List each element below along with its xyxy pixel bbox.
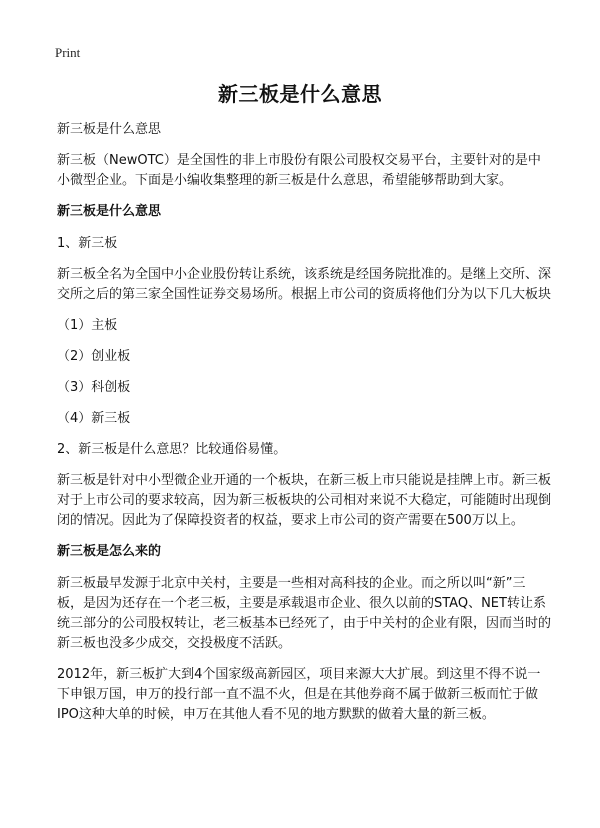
section-heading-meaning: 新三板是什么意思 (57, 204, 162, 219)
section-heading-origin: 新三板是怎么来的 (57, 544, 162, 559)
document-body (57, 120, 551, 736)
list-item: （2）创业板 (57, 349, 131, 364)
list-item: （3）科创板 (57, 380, 131, 395)
list-item: （1）主板 (57, 318, 118, 333)
subheading-1: 1、新三板 (57, 236, 118, 251)
document-title: 新三板是什么意思 (218, 82, 382, 106)
subtitle-paragraph: 新三板是什么意思 (57, 122, 162, 137)
intro-paragraph: 新三板（NewOTC）是全国性的非上市股份有限公司股权交易平台，主要针对的是中小微型企业。下面是小编收集整理的新三板是什么意思，希望能够帮助到大家。 (57, 153, 541, 188)
body-paragraph: 新三板全名为全国中小企业股份转让系统，该系统是经国务院批准的。是继上交所、深交所之后的第三家全国性证券交易场所。根据上市公司的资质将他们分为以下几大板块 (57, 267, 552, 302)
body-paragraph: 新三板是针对中小型微企业开通的一个板块，在新三板上市只能说是挂牌上市。新三板对于上市公司的要求较高，因为新三板板块的公司相对来说不大稳定，可能随时出现倒闭的情况。因此为了保障投资者的权益，要求上市公司的资产需要在500万以上。 (57, 473, 552, 528)
body-paragraph: 2012年，新三板扩大到4个国家级高新园区，项目来源大大扩展。到这里不得不说一下申银万国，申万的投行部一直不温不火，但是在其他券商不属于做新三板而忙于做IPO这种大单的时候，申万在其他人看不见的地方默默的做着大量的新三板。 (57, 667, 541, 722)
body-paragraph: 新三板最早发源于北京中关村，主要是一些相对高科技的企业。而之所以叫“新”三板，是因为还存在一个老三板，主要是承载退市企业、很久以前的STAQ、NET转让系统三部分的公司股权转让，老三板基本已经死了，由于中关村的企业有限，因而当时的新三板也没多少成交，交投极度不活跃。 (57, 576, 552, 651)
list-item: （4）新三板 (57, 411, 131, 426)
subheading-2: 2、新三板是什么意思？比较通俗易懂。 (57, 442, 287, 457)
print-label: Print (55, 45, 81, 60)
